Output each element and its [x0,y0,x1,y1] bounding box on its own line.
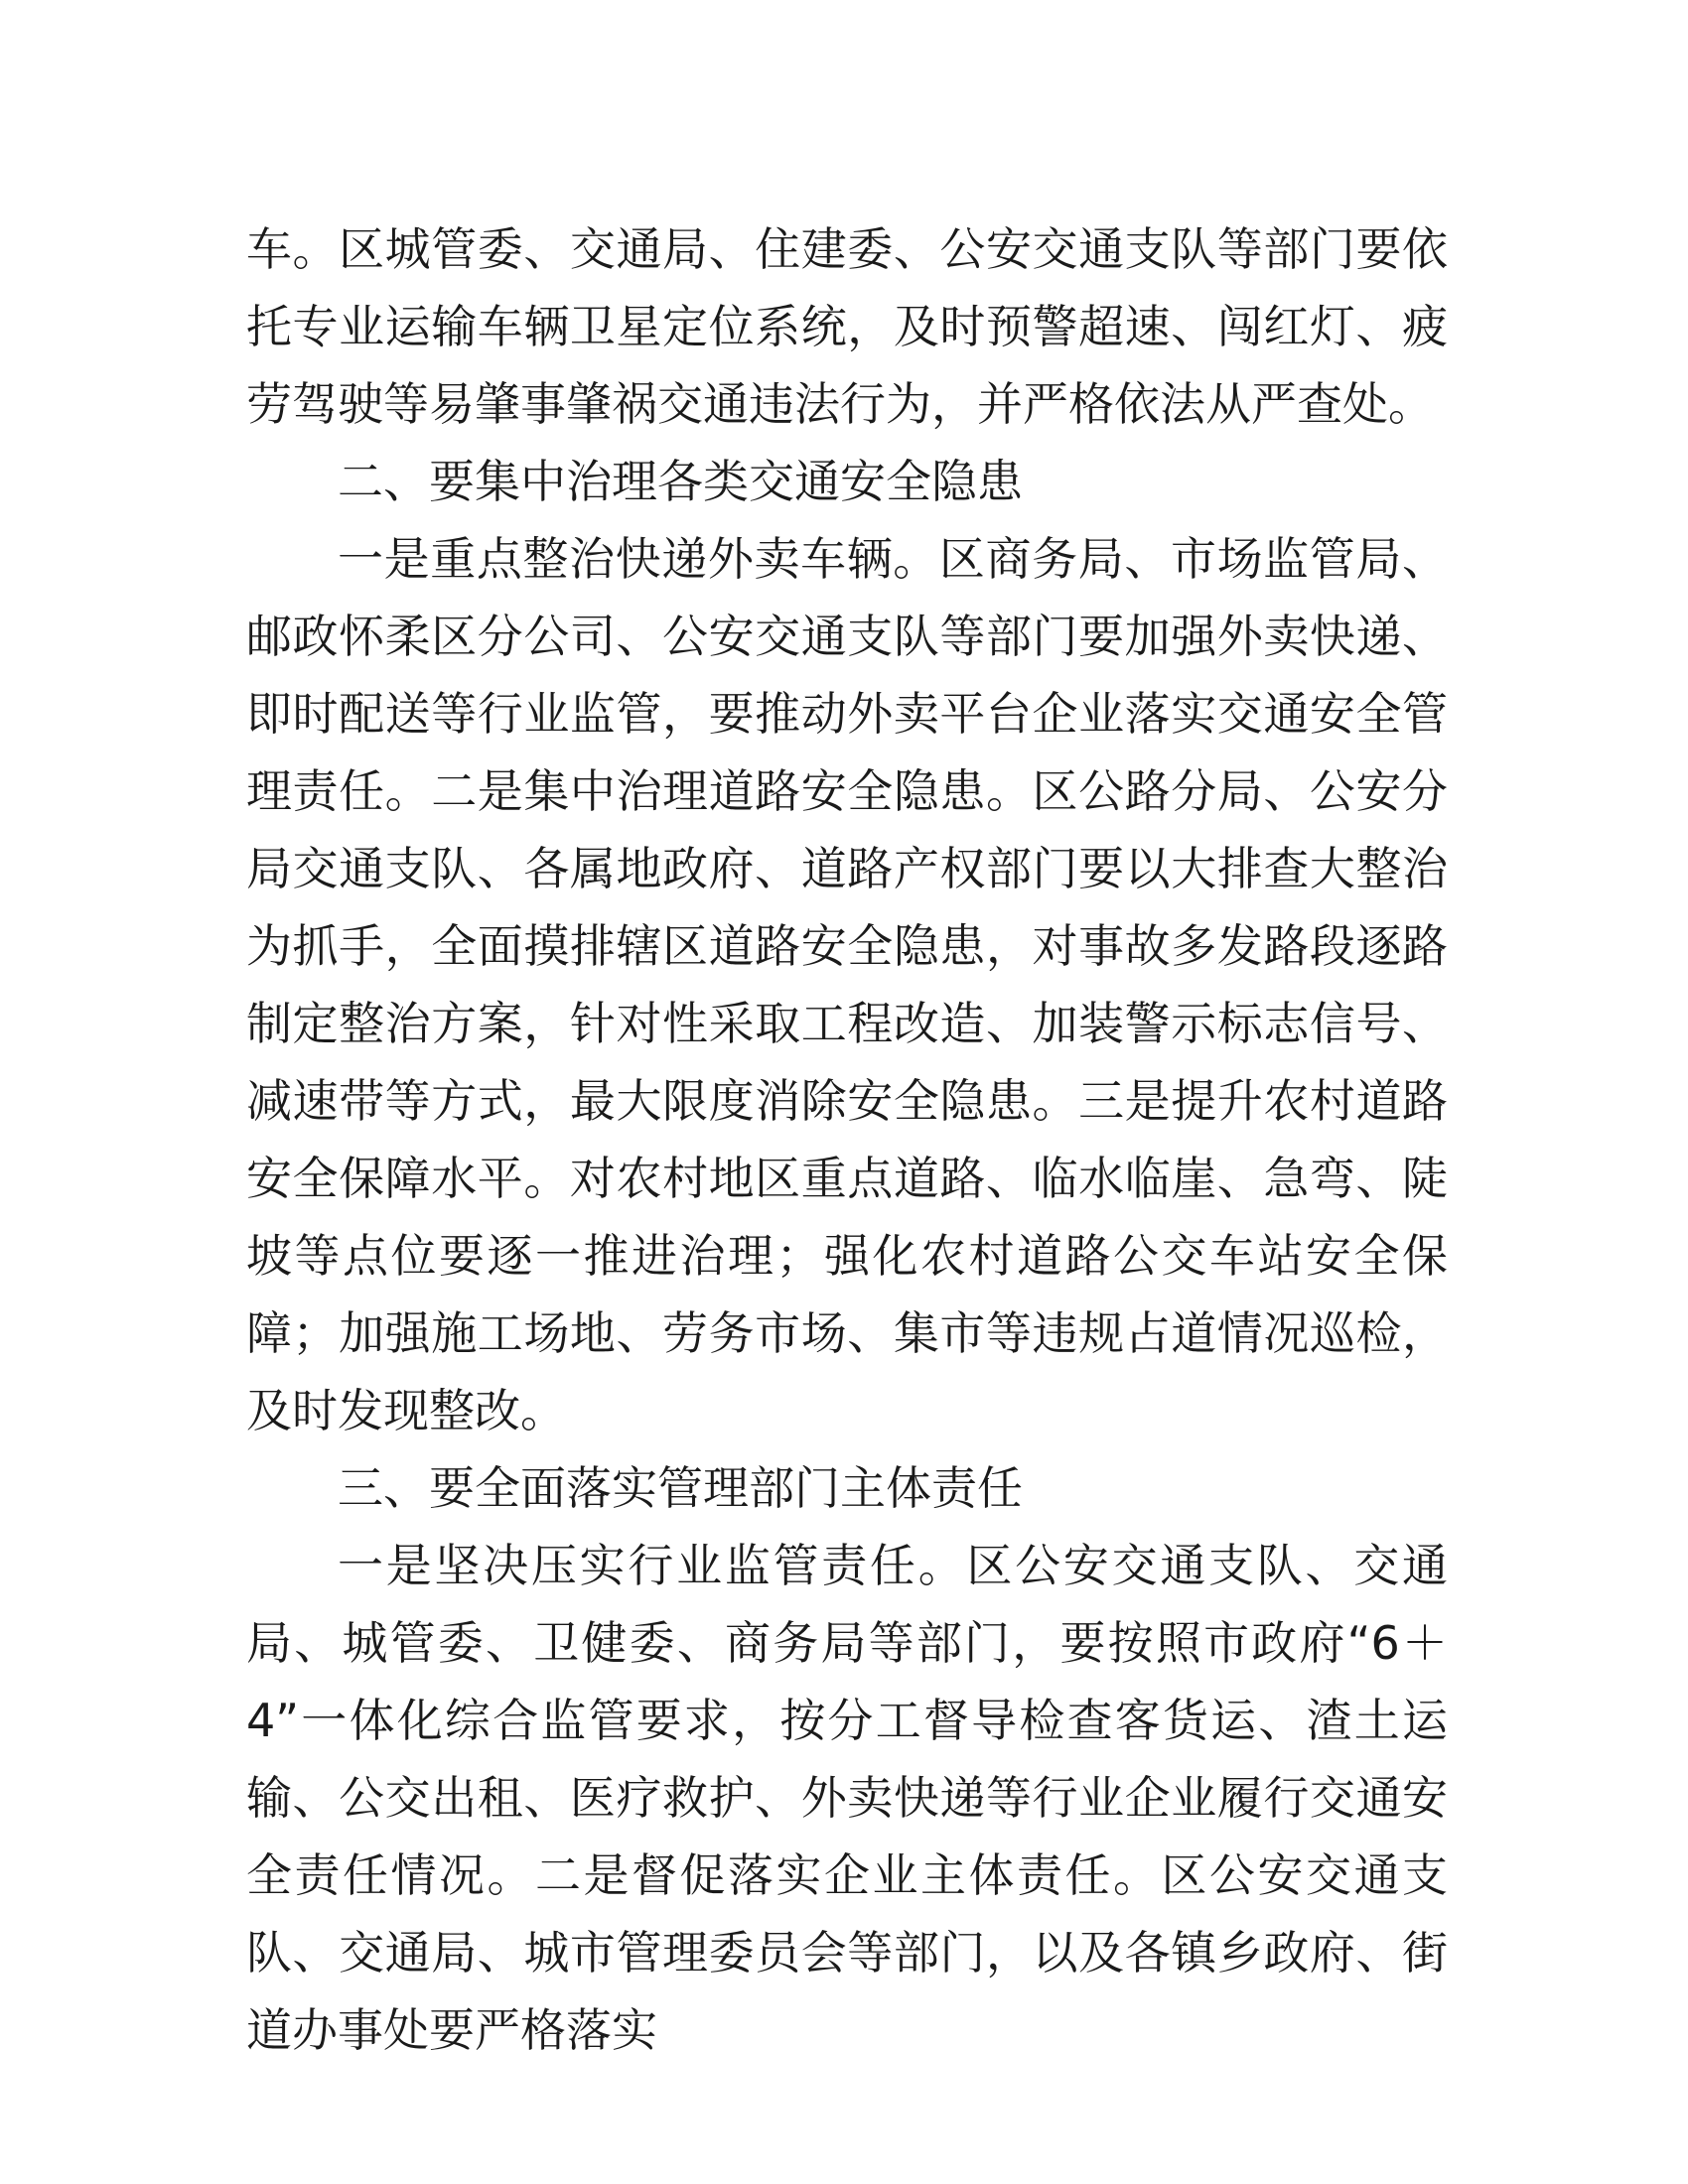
section-heading-3: 三、要全面落实管理部门主体责任 [338,1461,1023,1515]
paragraph-section-2-body: 一是重点整治快递外卖车辆。区商务局、市场监管局、邮政怀柔区分公司、公安交通支队等部门要加强外卖快递、即时配送等行业监管，要推动外卖平台企业落实交通安全管理责任。二是集中治理道路安全隐患。区公路分局、公安分局交通支队、各属地政府、道路产权部门要以大排查大整治为抓手，全面摸排辖区道路安全隐患，对事故多发路段逐路制定整治方案，针对性采取工程改造、加装警示标志信号、减速带等方式，最大限度消除安全隐患。三是提升农村道路安全保障水平。对农村地区重点道路、临水临崖、急弯、陡坡等点位要逐一推进治理；强化农村道路公交车站安全保障；加强施工场地、劳务市场、集市等违规占道情况巡检，及时发现整改。 [246,532,1448,1437]
document-body [246,210,1448,2069]
section-heading-2: 二、要集中治理各类交通安全隐患 [338,455,1023,508]
paragraph-section-3-body: 一是坚决压实行业监管责任。区公安交通支队、交通局、城管委、卫健委、商务局等部门，要按照市政府“6＋4”一体化综合监管要求，按分工督导检查客货运、渣土运输、公交出租、医疗救护、外卖快递等行业企业履行交通安全责任情况。二是督促落实企业主体责任。区公安交通支队、交通局、城市管理委员会等部门，以及各镇乡政府、街道办事处要严格落实 [246,1539,1448,2057]
paragraph-continuation: 车。区城管委、交通局、住建委、公安交通支队等部门要依托专业运输车辆卫星定位系统，及时预警超速、闯红灯、疲劳驾驶等易肇事肇祸交通违法行为，并严格依法从严查处。 [246,222,1448,431]
